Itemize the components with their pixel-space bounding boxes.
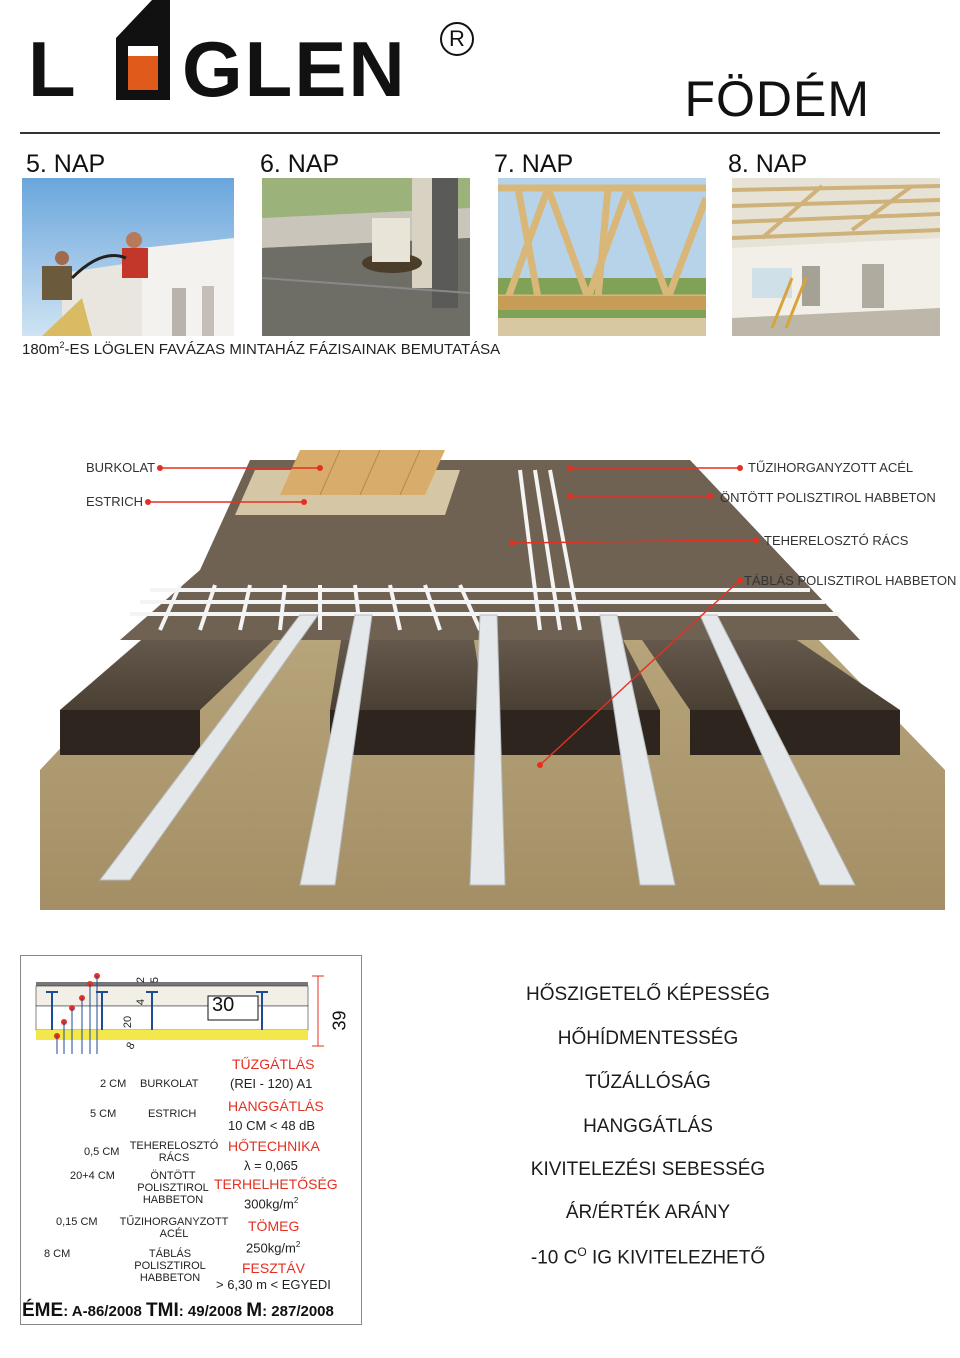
label-ontott: ÖNTÖTT POLISZTIROL HABBETON: [720, 490, 936, 505]
layer-name-4: ÖNTÖTT POLISZTIROL HABBETON: [137, 1170, 209, 1206]
layer-thickness-2: 5 CM: [90, 1108, 117, 1120]
spec-terhelhetoseg: TERHELHETŐSÉG: [214, 1176, 338, 1192]
phase-photo-8: [732, 178, 940, 336]
page-title: FÖDÉM: [684, 71, 870, 127]
dim-5: 5: [149, 976, 162, 984]
spec-hanggatlas: HANGGÁTLÁS: [228, 1098, 324, 1114]
phase-label-7: 7. NAP: [494, 150, 574, 178]
layer-thickness-4: 20+4 CM: [70, 1170, 115, 1182]
logo-letter-l: L: [28, 25, 78, 113]
label-acel: TŰZIHORGANYZOTT ACÉL: [748, 460, 914, 475]
logo-house-icon: [112, 0, 174, 100]
layer-name-6: TÁBLÁS POLISZTIROL HABBETON: [134, 1248, 206, 1284]
header-divider: [20, 132, 940, 134]
layer-thickness-3: 0,5 CM: [84, 1146, 120, 1158]
floor-structure-diagram: [0, 440, 960, 920]
feature-5: KIVITELEZÉSI SEBESSÉG: [530, 1159, 766, 1180]
layer-thickness-5: 0,15 CM: [56, 1216, 98, 1228]
spec-hanggatlas-value: 10 CM < 48 dB: [228, 1118, 316, 1133]
feature-6: ÁR/ÉRTÉK ARÁNY: [565, 1202, 731, 1223]
feature-1: HŐSZIGETELŐ KÉPESSÉG: [526, 984, 770, 1005]
label-racs: TEHERELOSZTÓ RÁCS: [764, 533, 909, 548]
layer-name-1: BURKOLAT: [140, 1078, 199, 1090]
phase-photo-7: [498, 178, 706, 336]
spec-terhelhetoseg-value: $300kg/m^2$: [244, 1196, 299, 1212]
dim-39: 39: [329, 1010, 350, 1031]
phase-photo-5: [22, 178, 234, 336]
spec-fesztav-value: > 6,30 m < EGYEDI: [216, 1277, 331, 1292]
registered-mark: R: [440, 22, 474, 56]
dim-8: 8: [124, 1040, 138, 1052]
certifications: ÉME: A-86/2008 TMI: 49/2008 M: 287/2008: [22, 1300, 334, 1321]
feature-3: TŰZÁLLÓSÁG: [585, 1072, 711, 1093]
phase-label-5: 5. NAP: [26, 150, 106, 178]
label-estrich: ESTRICH: [86, 494, 144, 509]
feature-7: -10 $C^O$ IG KIVITELEZHETŐ: [530, 1245, 766, 1269]
layer-thickness-1: 2 CM: [100, 1078, 127, 1090]
layer-name-3: TEHERELOSZTÓ RÁCS: [129, 1140, 219, 1164]
logo-brand-text: GLEN: [182, 25, 407, 113]
dim-4: 4: [135, 998, 148, 1006]
spec-tuzgatlas: TŰZGÁTLÁS: [232, 1056, 315, 1072]
spec-hotechnika-value: λ = 0,065: [244, 1158, 298, 1173]
feature-2: HŐHÍDMENTESSÉG: [557, 1028, 739, 1049]
feature-4: HANGGÁTLÁS: [583, 1116, 713, 1137]
dim-20: 20: [122, 1015, 135, 1029]
cross-section-drawing: [22, 956, 358, 1056]
dim-2: 2: [135, 976, 148, 984]
spec-fesztav: FESZTÁV: [242, 1260, 306, 1276]
phase-label-8: 8. NAP: [728, 150, 808, 178]
layer-name-5: TŰZIHORGANYZOTT ACÉL: [119, 1216, 229, 1240]
label-tablas: TÁBLÁS POLISZTIROL HABBETON: [744, 573, 957, 588]
spec-hotechnika: HŐTECHNIKA: [228, 1138, 320, 1154]
phase-photo-6: [262, 178, 470, 336]
label-burkolat: BURKOLAT: [86, 460, 156, 475]
photo-caption: $180m^2-ES$ LÖGLEN FAVÁZAS MINTAHÁZ FÁZISAINAK BEMUTATÁSA: [22, 340, 501, 358]
spec-tomeg: TÖMEG: [248, 1218, 300, 1234]
dim-30: 30: [212, 994, 235, 1016]
spec-tomeg-value: $250kg/m^2$: [246, 1240, 301, 1256]
spec-tuzgatlas-value: (REI - 120) A1: [230, 1076, 313, 1091]
phase-label-6: 6. NAP: [260, 150, 340, 178]
layer-thickness-6: 8 CM: [44, 1248, 71, 1260]
layer-name-2: ESTRICH: [148, 1108, 197, 1120]
